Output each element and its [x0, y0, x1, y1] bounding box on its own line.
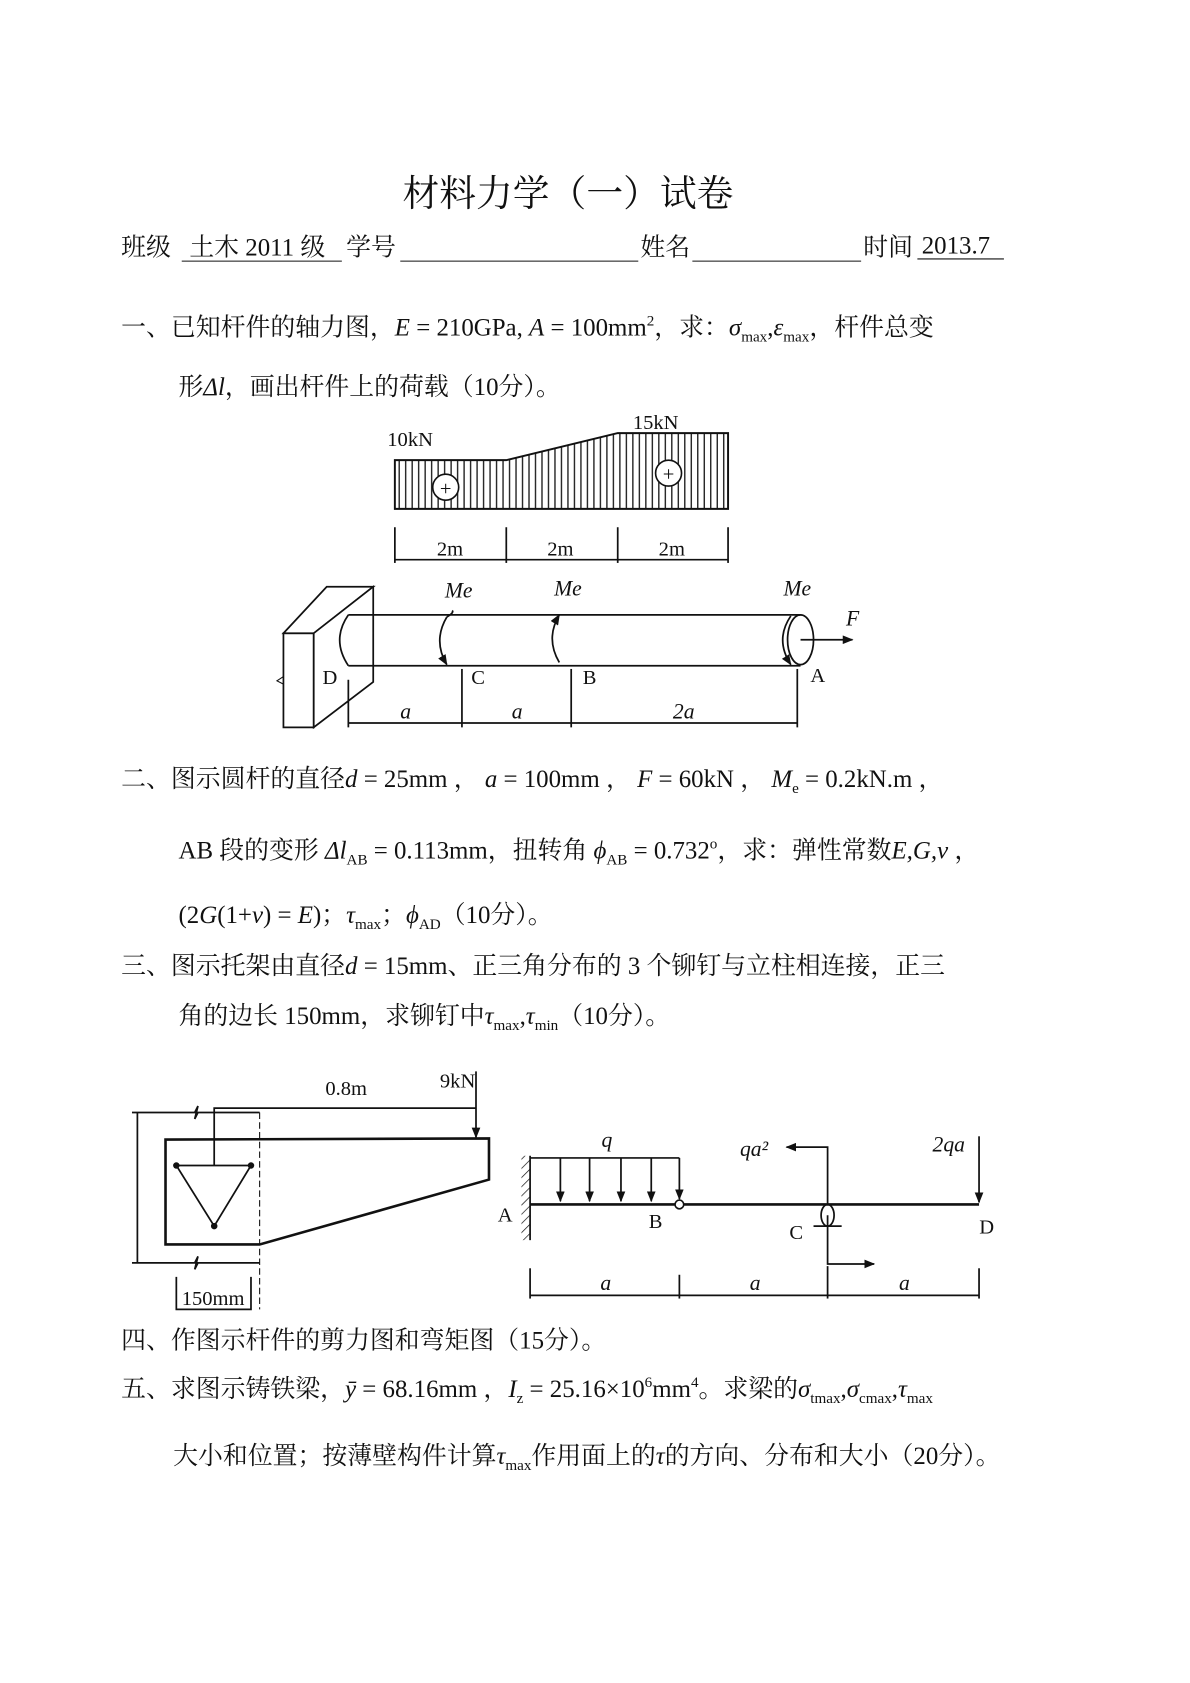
text-segment: G [199, 902, 218, 930]
text-segment: τ [655, 1443, 665, 1471]
svg-text:2m: 2m [436, 538, 464, 561]
text-segment: = 25.16×10 [523, 1376, 645, 1404]
text-segment: max [493, 1018, 520, 1035]
text-segment: = 0.2kN.m ， [798, 765, 944, 793]
text-segment: Δl [203, 374, 225, 402]
text-segment: τ [346, 902, 356, 930]
text-segment: max [355, 917, 382, 934]
q4-line-1 [121, 1326, 606, 1354]
rivet [211, 1223, 217, 1229]
q2-line-2 [178, 836, 979, 868]
text-segment: = 0.732 [627, 837, 710, 865]
moment-label-a: Me [783, 576, 812, 601]
text-segment: d [345, 953, 358, 981]
bracket-diagram [132, 1071, 489, 1310]
student-id-label: 学号 [346, 234, 396, 262]
text-segment: = 25mm ， [357, 765, 485, 793]
force-label-left: 10kN [387, 429, 433, 452]
q2-line-1 [121, 765, 943, 797]
q2-line-3 [178, 901, 552, 933]
text-segment: E [394, 314, 410, 342]
svg-text:+: + [439, 477, 452, 500]
text-segment: τ [898, 1376, 907, 1404]
text-segment: ) = [262, 902, 298, 930]
moment-label-b: Me [554, 576, 582, 601]
text-segment: , [519, 1002, 526, 1030]
text-segment: 4 [690, 1375, 699, 1392]
text-segment: 二、图示圆杆的直径 [121, 765, 346, 793]
text-segment: AB 段的变形 [178, 837, 325, 865]
page-title: 材料力学（一）试卷 [402, 172, 734, 214]
q-label: q [601, 1128, 613, 1153]
beam-diagram [498, 1128, 994, 1298]
length-dimension [395, 527, 728, 563]
svg-text:2m: 2m [547, 538, 574, 561]
rivet [173, 1162, 179, 1168]
text-segment: ，求：弹性常数 [717, 837, 892, 865]
text-segment: o [709, 836, 718, 853]
text-segment: 三、图示托架由直径 [121, 953, 346, 981]
text-segment: 作用面上的 [531, 1443, 656, 1471]
point-a: A [810, 664, 826, 687]
text-segment: , [891, 1376, 899, 1404]
shaft-diagram [277, 576, 860, 727]
text-segment: e [792, 781, 799, 798]
text-segment: AD [418, 917, 441, 934]
text-segment: ν [251, 902, 263, 930]
text-segment: = 100mm ， [497, 765, 638, 793]
svg-text:a: a [749, 1270, 761, 1295]
svg-text:a: a [600, 1270, 612, 1295]
point-d: D [979, 1216, 995, 1239]
text-segment: )； [312, 902, 347, 930]
text-segment: E,G,ν [891, 837, 949, 865]
hinge-b [675, 1200, 684, 1209]
text-segment: 的方向、分布和大小（20分）。 [664, 1443, 1001, 1471]
text-segment: 6 [644, 1375, 653, 1392]
point-c: C [471, 667, 486, 690]
name-label: 姓名 [640, 234, 691, 262]
q5-line-1 [121, 1375, 933, 1407]
header-line [121, 233, 1004, 262]
text-segment: （10分）。 [440, 902, 553, 930]
text-segment: σ [728, 314, 742, 342]
torque-arrow-c [440, 617, 447, 665]
class-value: 土木 2011 级 [189, 234, 326, 262]
rivet-triangle [176, 1166, 251, 1227]
q1-line-2 [178, 373, 560, 401]
text-segment: 2 [646, 314, 655, 331]
text-segment: = 15mm、正三角分布的 3 个铆钉与立柱相连接，正三 [357, 953, 946, 981]
text-segment: 。求梁的 [698, 1376, 799, 1404]
text-segment: σ [798, 1376, 811, 1404]
text-segment: ȳ [345, 1376, 357, 1404]
text-segment: = 68.16mm ， [356, 1376, 509, 1404]
svg-text:a: a [400, 699, 412, 724]
text-segment: 四、作图示杆件的剪力图和弯矩图（15分）。 [121, 1327, 607, 1355]
text-segment: min [534, 1018, 559, 1035]
text-segment: ， [948, 837, 980, 865]
plus-sign-right [656, 460, 682, 486]
text-segment: 五、求图示铸铁梁， [121, 1376, 346, 1404]
q1-line-1 [121, 314, 934, 346]
text-segment: ，求： [654, 314, 729, 342]
arm-length-label: 0.8m [325, 1078, 368, 1101]
text-segment: M [771, 765, 793, 793]
text-segment: ； [381, 902, 406, 930]
text-segment: = 100mm [544, 314, 647, 342]
text-segment: AB [606, 852, 628, 869]
q3-line-1 [121, 952, 945, 980]
fixed-wall [277, 587, 373, 728]
time-label: 时间 [863, 234, 914, 262]
text-segment: a [484, 765, 498, 793]
load-label: 9kN [439, 1070, 476, 1093]
svg-text:a: a [511, 699, 523, 724]
svg-text:+: + [662, 463, 675, 486]
text-segment: AB [346, 852, 368, 869]
text-segment: E [297, 902, 313, 930]
text-segment: τ [525, 1002, 535, 1030]
q3-line-2 [178, 1002, 670, 1034]
text-segment: 一、已知杆件的轴力图， [121, 314, 395, 342]
load-label: 2qa [932, 1132, 965, 1157]
text-segment: （10分）。 [558, 1002, 671, 1030]
text-segment: = 60kN ， [652, 765, 772, 793]
text-segment: 角的边长 150mm，求铆钉中 [178, 1002, 485, 1030]
text-segment: ϕ [593, 837, 607, 865]
text-segment: d [345, 765, 358, 793]
plus-sign-left [433, 474, 459, 500]
point-b: B [648, 1211, 663, 1234]
text-segment: (2 [178, 902, 200, 930]
text-segment: F [637, 765, 653, 793]
text-segment: ε [773, 314, 784, 342]
text-segment: , [840, 1376, 847, 1404]
text-segment: σ [846, 1376, 860, 1404]
q5-line-2 [173, 1442, 1000, 1474]
point-a: A [497, 1204, 513, 1227]
svg-text:2m: 2m [658, 538, 685, 561]
svg-text:a: a [898, 1270, 910, 1295]
text-segment: max [906, 1391, 933, 1408]
text-segment: , [767, 314, 774, 342]
point-b: B [582, 667, 597, 690]
text-segment: max [505, 1458, 532, 1475]
time-value: 2013.7 [921, 232, 991, 260]
force-label: F [845, 606, 860, 631]
text-segment: τ [484, 1002, 494, 1030]
force-label-right: 15kN [632, 411, 679, 434]
side-length-label: 150mm [181, 1288, 245, 1311]
point-d: D [322, 667, 338, 690]
class-label: 班级 [121, 234, 171, 262]
text-segment: max [741, 330, 768, 347]
text-segment: 大小和位置；按薄壁构件计算 [173, 1443, 497, 1471]
moment-arrow [786, 1147, 827, 1204]
svg-text:2a: 2a [672, 699, 695, 724]
text-segment: cmax [859, 1391, 892, 1408]
beam-dimension [530, 1266, 979, 1298]
text-segment: z [516, 1391, 524, 1408]
moment-label: qa² [739, 1136, 769, 1161]
text-segment: mm [652, 1376, 691, 1404]
text-segment: tmax [810, 1391, 841, 1408]
text-segment: 形 [178, 374, 204, 402]
shaft-body [340, 615, 801, 666]
text-segment: A [529, 314, 545, 342]
text-segment: = 210GPa, [409, 314, 530, 342]
text-segment: = 0.113mm，扭转角 [367, 837, 594, 865]
point-c: C [789, 1222, 804, 1245]
text-segment: ，画出杆件上的荷载（10分）。 [224, 374, 561, 402]
torque-arrow-b [552, 615, 559, 663]
text-segment: ，杆件总变 [809, 314, 934, 342]
rivet [248, 1162, 254, 1168]
text-segment: max [783, 330, 810, 347]
fixed-support-a [521, 1156, 530, 1240]
distributed-load [530, 1158, 679, 1201]
text-segment: τ [496, 1443, 506, 1471]
text-segment: I [508, 1376, 517, 1404]
text-segment: ϕ [405, 902, 419, 930]
text-segment: Δl [324, 837, 347, 865]
moment-label-c: Me [444, 578, 473, 603]
axial-force-diagram [387, 412, 728, 563]
text-segment: (1+ [217, 902, 252, 930]
